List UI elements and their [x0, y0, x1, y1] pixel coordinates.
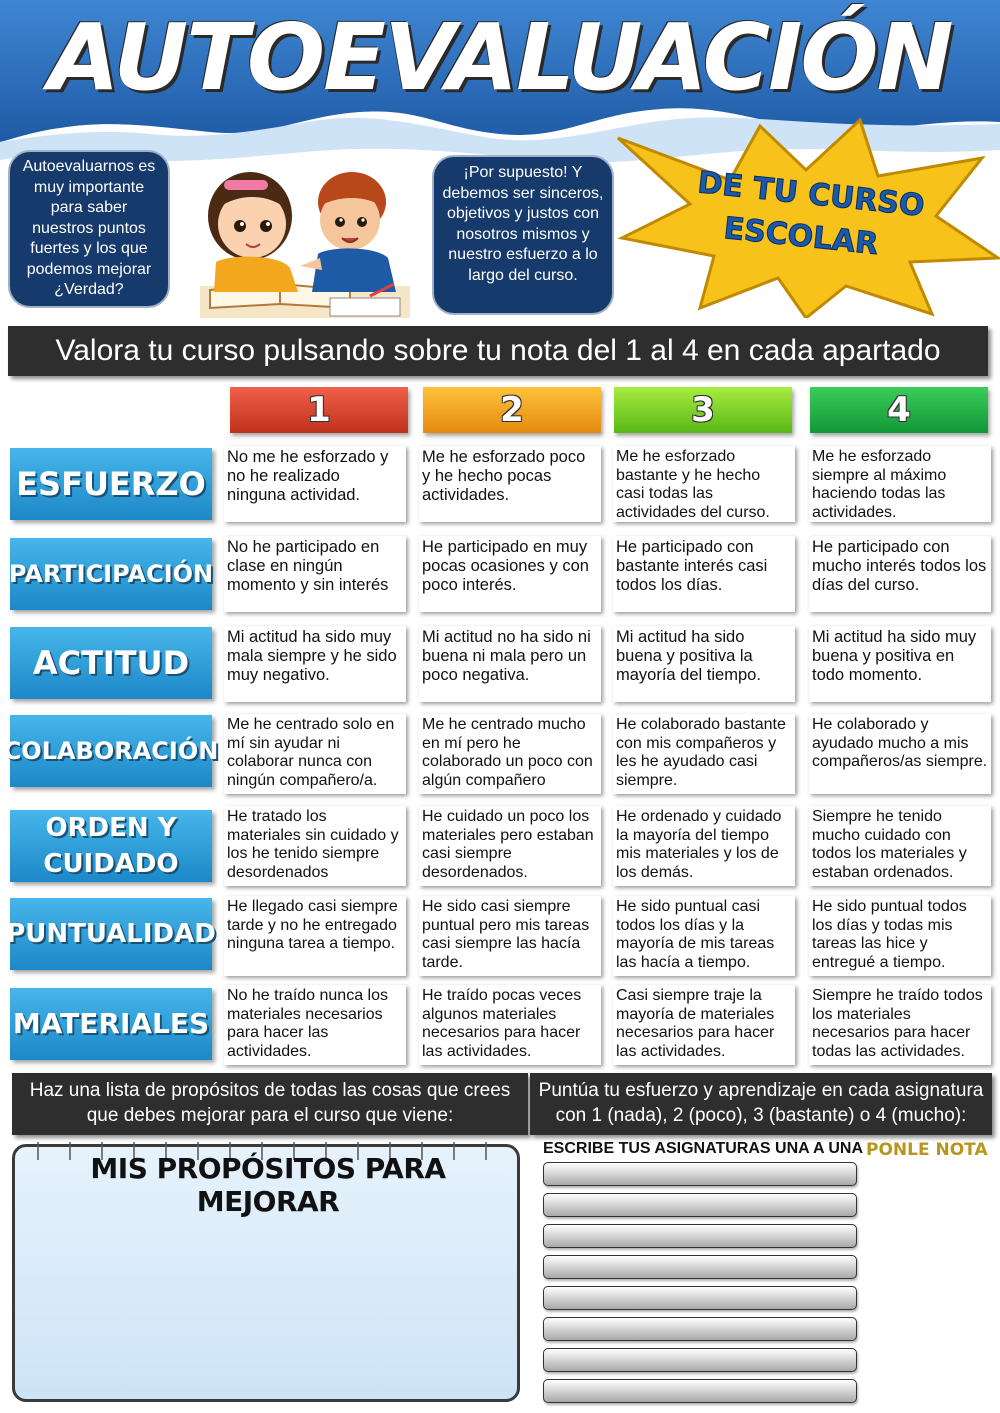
rubric-cell-actitud-3[interactable]: Mi actitud ha sido buena y positiva la mayoría del tiempo. — [613, 626, 795, 702]
category-participacion: PARTICIPACIÓN — [10, 538, 212, 610]
subject-input-1[interactable] — [543, 1162, 857, 1186]
rubric-cell-colaboracion-4[interactable]: He colaborado y ayudado mucho a mis compañeros/as siempre. — [809, 714, 991, 794]
rubric-cell-actitud-1[interactable]: Mi actitud ha sido muy mala siempre y he sido muy negativo. — [224, 626, 406, 702]
rubric-cell-esfuerzo-2[interactable]: Me he esforzado poco y he hecho pocas actividades. — [419, 446, 601, 522]
rubric-cell-participacion-3[interactable]: He participado con bastante interés casi todos los días. — [613, 536, 795, 612]
rubric-cell-esfuerzo-1[interactable]: No me he esforzado y no he realizado ninguna actividad. — [224, 446, 406, 522]
speech-bubble-girl: Autoevaluarnos es muy importante para saber nuestros puntos fuertes y los que podemos mejorar ¿Verdad? — [8, 150, 170, 308]
subject-input-3[interactable] — [543, 1224, 857, 1248]
rubric-cell-esfuerzo-3[interactable]: Me he esforzado bastante y he hecho casi todas las actividades del curso. — [613, 446, 795, 522]
subject-input-6[interactable] — [543, 1317, 857, 1341]
rubric-cell-materiales-1[interactable]: No he traído nunca los materiales necesarios para hacer las actividades. — [224, 985, 406, 1065]
instruction-banner: Valora tu curso pulsando sobre tu nota del 1 al 4 en cada apartado — [8, 326, 988, 376]
rubric-cell-participacion-4[interactable]: He participado con mucho interés todos los días del curso. — [809, 536, 991, 612]
speech-bubble-boy: ¡Por supuesto! Y debemos ser sinceros, objetivos y justos con nosotros mismos y nuestro esfuerzo a lo largo del curso. — [432, 155, 614, 315]
grade-header-3: 3 — [614, 387, 792, 433]
rubric-cell-colaboracion-1[interactable]: Me he centrado solo en mí sin ayudar ni colaborar nunca con ningún compañero/a. — [224, 714, 406, 794]
purposes-title: MIS PROPÓSITOS PARA MEJORAR — [90, 1152, 446, 1218]
grade-header-4: 4 — [810, 387, 988, 433]
rubric-cell-materiales-3[interactable]: Casi siempre traje la mayoría de materiales necesarios para hacer las actividades. — [613, 985, 795, 1065]
category-puntualidad: PUNTUALIDAD — [10, 898, 212, 970]
category-materiales: MATERIALES — [10, 988, 212, 1060]
kids-studying-illustration — [180, 158, 420, 318]
subject-input-2[interactable] — [543, 1193, 857, 1217]
star-text-line1: DE TU CURSO — [695, 165, 927, 224]
rubric-cell-orden-4[interactable]: Siempre he tenido mucho cuidado con todos los materiales y estaban ordenados. — [809, 806, 991, 886]
subject-input-5[interactable] — [543, 1286, 857, 1310]
purposes-input[interactable] — [22, 1200, 514, 1396]
purposes-instruction: Haz una lista de propósitos de todas las cosas que crees que debes mejorar para el curso que viene: — [12, 1073, 528, 1135]
category-orden-y-cuidado: ORDEN Y CUIDADO — [10, 810, 212, 882]
rubric-cell-orden-2[interactable]: He cuidado un poco los materiales pero estaban casi siempre desordenados. — [419, 806, 601, 886]
subjects-instruction: Puntúa tu esfuerzo y aprendizaje en cada asignatura con 1 (nada), 2 (poco), 3 (bastante) o 4 (mucho): — [530, 1073, 992, 1135]
rubric-cell-materiales-4[interactable]: Siempre he traído todos los materiales necesarios para hacer todas las actividades. — [809, 985, 991, 1065]
rubric-cell-orden-1[interactable]: He tratado los materiales sin cuidado y los he tenido siempre desordenados — [224, 806, 406, 886]
category-colaboracion: COLABORACIÓN — [10, 715, 212, 787]
rubric-cell-actitud-2[interactable]: Mi actitud no ha sido ni buena ni mala pero un poco negativa. — [419, 626, 601, 702]
subject-input-7[interactable] — [543, 1348, 857, 1372]
rubric-cell-orden-3[interactable]: He ordenado y cuidado la mayoría del tiempo mis materiales y los de los demás. — [613, 806, 795, 886]
grade-header-2: 2 — [423, 387, 601, 433]
subjects-label: ESCRIBE TUS ASIGNATURAS UNA A UNA — [543, 1140, 864, 1157]
rubric-cell-esfuerzo-4[interactable]: Me he esforzado siempre al máximo haciendo todas las actividades. — [809, 446, 991, 522]
rubric-cell-participacion-1[interactable]: No he participado en clase en ningún momento y sin interés — [224, 536, 406, 612]
rubric-cell-materiales-2[interactable]: He traído pocas veces algunos materiales necesarios para hacer las actividades. — [419, 985, 601, 1065]
grade-label: PONLE NOTA — [866, 1140, 988, 1160]
subject-input-8[interactable] — [543, 1379, 857, 1403]
rubric-cell-colaboracion-3[interactable]: He colaborado bastante con mis compañeros y les he ayudado casi siempre. — [613, 714, 795, 794]
subject-input-4[interactable] — [543, 1255, 857, 1279]
grade-header-1: 1 — [230, 387, 408, 433]
rubric-cell-puntualidad-2[interactable]: He sido casi siempre puntual pero mis tareas casi siempre las hacía tarde. — [419, 896, 601, 976]
rubric-cell-colaboracion-2[interactable]: Me he centrado mucho en mí pero he colaborado un poco con algún compañero — [419, 714, 601, 794]
star-text-line2: ESCOLAR — [722, 211, 880, 263]
rubric-cell-puntualidad-3[interactable]: He sido puntual casi todos los días y la mayoría de mis tareas las hacía a tiempo. — [613, 896, 795, 976]
rubric-cell-actitud-4[interactable]: Mi actitud ha sido muy buena y positiva en todo momento. — [809, 626, 991, 702]
rubric-cell-puntualidad-1[interactable]: He llegado casi siempre tarde y no he entregado ninguna tarea a tiempo. — [224, 896, 406, 976]
category-actitud: ACTITUD — [10, 627, 212, 699]
page-title: AUTOEVALUACIÓN — [48, 4, 952, 111]
category-esfuerzo: ESFUERZO — [10, 448, 212, 520]
rubric-cell-participacion-2[interactable]: He participado en muy pocas ocasiones y con poco interés. — [419, 536, 601, 612]
star-badge — [610, 118, 1000, 318]
rubric-cell-puntualidad-4[interactable]: He sido puntual todos los días y todas mis tareas las hice y entregué a tiempo. — [809, 896, 991, 976]
